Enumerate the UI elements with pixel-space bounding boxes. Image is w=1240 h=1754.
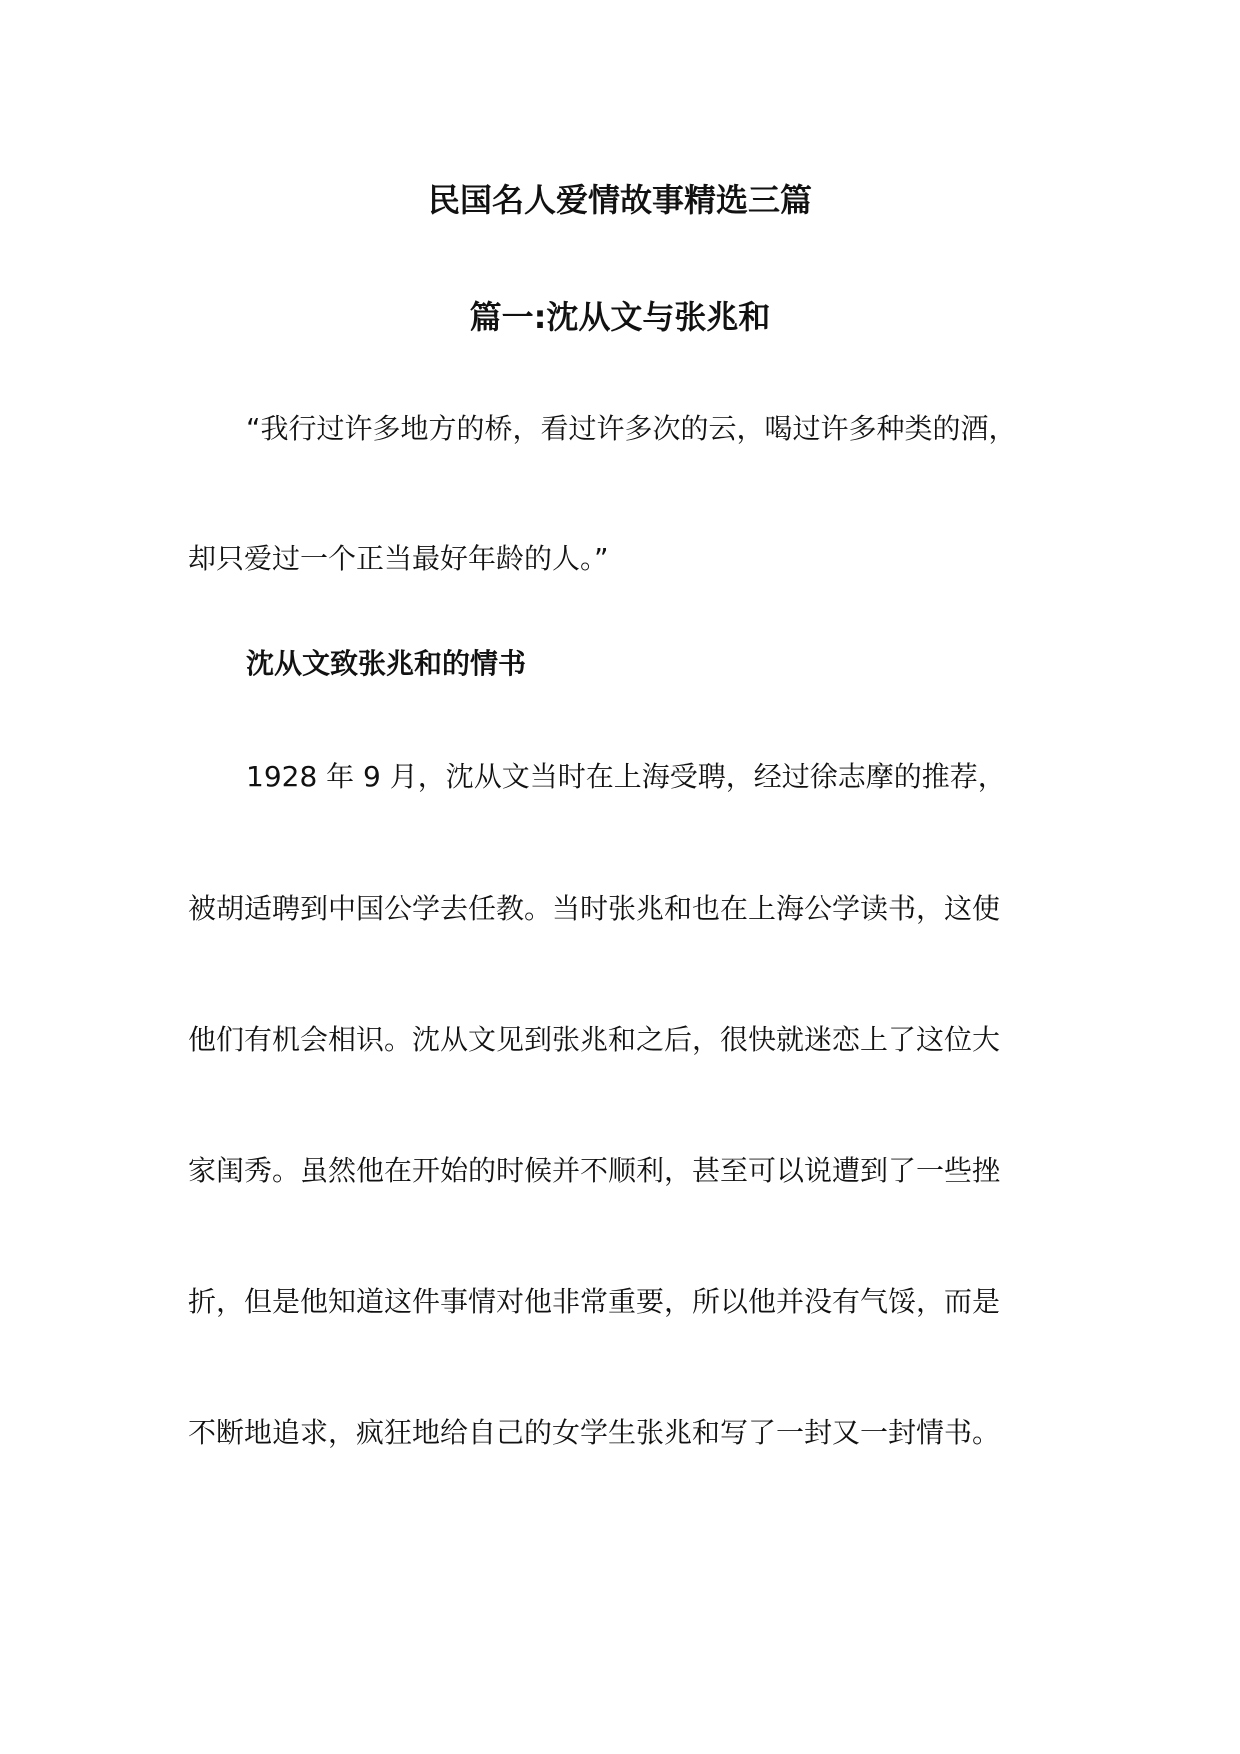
- quote-line: 却只爱过一个正当最好年龄的人。”: [188, 542, 609, 575]
- body-line: 家闺秀。虽然他在开始的时候并不顺利，甚至可以说遭到了一些挫: [188, 1154, 1001, 1187]
- body-line: 他们有机会相识。沈从文见到张兆和之后，很快就迷恋上了这位大: [188, 1023, 1001, 1056]
- body-line: 不断地追求，疯狂地给自己的女学生张兆和写了一封又一封情书。: [188, 1416, 1001, 1449]
- document-title: 民国名人爱情故事精选三篇: [427, 181, 812, 219]
- section-title: 篇一:沈从文与张兆和: [469, 298, 771, 336]
- quote-line: “我行过许多地方的桥，看过许多次的云，喝过许多种类的酒，: [246, 412, 1017, 445]
- body-line: 1928 年 9 月，沈从文当时在上海受聘，经过徐志摩的推荐，: [246, 760, 1006, 793]
- body-line: 被胡适聘到中国公学去任教。当时张兆和也在上海公学读书，这使: [188, 892, 1001, 925]
- body-line: 折，但是他知道这件事情对他非常重要，所以他并没有气馁，而是: [188, 1285, 1001, 1318]
- subsection-heading: 沈从文致张兆和的情书: [246, 647, 527, 680]
